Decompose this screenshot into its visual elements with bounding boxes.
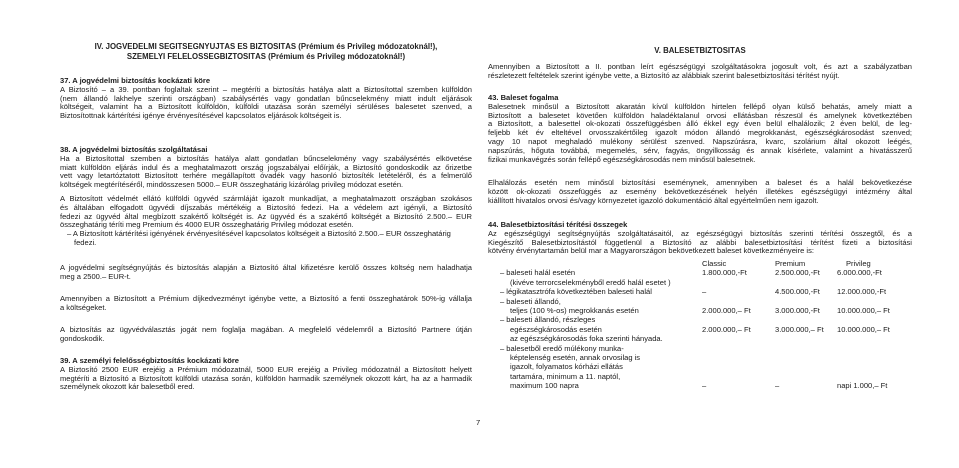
- section-44-line: Kiegészítő Balesetbiztosítástól függetlenül a Biztosító az alábbi balesetbiztosítási térítést fizeti a biztosítási: [488, 238, 912, 247]
- table-row-label: az egészségkárosodás foka szerinti hányada.: [510, 334, 663, 344]
- column-header-classic: Classic: [702, 259, 727, 268]
- header-line-1: IV. JOGVÉDELMI SEGÍTSÉGNYÚJTÁS ÉS BIZTOSÍTÁS (Prémium és Privileg módozatoknál!),: [94, 43, 438, 51]
- section-43: [488, 94, 912, 164]
- section-v-header: [488, 47, 912, 56]
- section-44-line: kötvény érvénytartamán belül mar a Magyarországon bekövetkezett baleset következményeire is:: [488, 247, 814, 256]
- table-row: [488, 382, 912, 391]
- death-line: kiállított hivatalos orvosi és/vagy környezetet igazoló dokumentáció által egyértelműen nem igazolt.: [488, 196, 819, 205]
- table-cell-c1: –: [702, 381, 707, 391]
- intro-line: Amennyiben a Biztosított a II. pontban leírt egészségügyi szolgáltatásokra jogosult volt, és azt a szabályzatban: [488, 63, 912, 71]
- table-cell-c1: 2.000.000,– Ft: [702, 324, 751, 334]
- table-cell-c3: 10.000.000,– Ft: [837, 305, 890, 315]
- section-43-line: Balesetnek minősül a Biztosított akaratán kívül külföldön hirtelen fellépő olyan külső behatás, amely miatt a: [488, 102, 912, 111]
- page-number: 7: [476, 418, 481, 427]
- section-39-title: 39. A személyi felelősségbiztosítás kockázati köre: [60, 357, 239, 365]
- section-38: [60, 146, 472, 190]
- lawyer-line: fedezi az ügyvéd által megbízott szakértő költségét is. Az ügyvéd és a szakértő költségét a Biztosító 2.500.– EUR: [60, 212, 472, 221]
- section-37: [60, 77, 472, 121]
- table-row-label: képtelenség esetén, annak orvosilag is: [510, 352, 641, 362]
- section-37-line: (nem állandó lakhelye szerinti országban) szabálysértés vagy gondatlan bűncselekmény miatt indult eljárások: [60, 94, 472, 103]
- section-38-line: Ha a Biztosítottal szemben a biztosítás hatálya alatt gondatlan bűncselekmény vagy szabálysértés elkövetése: [60, 154, 472, 163]
- table-cell-c2: 3.000.000,– Ft: [775, 324, 824, 334]
- lawyer-line: összeghatárig téríti meg Premium és 4000 EUR összeghatárig Privileg módozat esetén.: [60, 221, 354, 230]
- premium-discount-line: a költségeket.: [60, 303, 107, 312]
- section-44: [488, 221, 912, 256]
- intro-line: részletezett feltételek szerint igénybe vette, a Biztosító az alábbiak szerint balesetbiztosítási térítést nyújt.: [488, 71, 840, 80]
- table-cell-c3: napi 1.000,– Ft: [837, 381, 888, 391]
- section-37-title: 37. A jogvédelmi biztosítás kockázati köre: [60, 77, 211, 85]
- section-38-title: 38. A jogvédelmi biztosítás szolgáltatásai: [60, 146, 208, 154]
- table-cell-c2: 3.000.000,-Ft: [775, 305, 820, 315]
- table-row-label: maximum 100 napra: [510, 381, 579, 391]
- lawyer-line: A Biztosított védelmét ellátó külföldi ügyvéd szármláját igazolt munkadíjat, a meghatalmazott országban szokásos: [60, 195, 472, 203]
- lawyer-choice-line: gondoskodik.: [60, 334, 105, 343]
- section-39-line: személynek okozott kár balesetből ered.: [60, 383, 195, 392]
- section-37-line: Biztosítottnak kártérítési igénye érvényesítésével kapcsolatos eljárások költségeit is.: [60, 112, 342, 121]
- section-39: [60, 357, 472, 392]
- claim-line: – A Biztosított kártérítési igényének érvényesítésével kapcsolatos költségeit a Biztosító 2.500.– EUR összeghatárig: [67, 230, 451, 239]
- intro-paragraph: [488, 63, 912, 81]
- lawyer-paragraph: [60, 195, 472, 248]
- table-cell-c3: 6.000.000,-Ft: [837, 268, 882, 278]
- section-38-line: miatt külföldön eljárás indul és a meghatalmazott ország jogszabályai előírják, a Biztosító gondoskodik az őrizetbe: [60, 163, 472, 172]
- total-cost-paragraph: [60, 264, 472, 282]
- claim-line-end: fedezi.: [74, 238, 97, 247]
- section-44-title: 44. Balesetbiztosítási térítési összegek: [488, 221, 628, 229]
- section-39-line: A Biztosító 2500 EUR erejéig a Prémium módozatnál, 5000 EUR erejéig a Privileg módozatnál a Biztosított helyett: [60, 365, 472, 374]
- column-header-privileg: Privileg: [846, 259, 871, 268]
- table-cell-c2: 2.500.000,-Ft: [775, 268, 820, 278]
- column-header-premium: Premium: [775, 259, 806, 268]
- table-row-label: – légikatasztrófa következtében baleseti halál: [500, 287, 652, 297]
- table-row-label: – baleseti állandó, részleges: [500, 315, 596, 325]
- total-cost-line: A jogvédelmi segítségnyújtás és biztosítás alapján a Biztosító által kifizetésre kerülő összes költség nem haladhatja: [60, 264, 472, 272]
- section-43-title: 43. Baleset fogalma: [488, 94, 559, 102]
- header-line-2: SZEMÉLYI FELELŐSSÉGBIZTOSÍTÁS (Prémium és Privileg módozatoknál!): [126, 52, 406, 61]
- table-cell-c3: 10.000.000,– Ft: [837, 324, 890, 334]
- table-row-label: (kivéve terrorcselekményből eredő halál esetet ): [510, 277, 671, 287]
- section-43-line: feljebb két év elteltével orvosszakértőileg igazolt módon állandó megrokkanást, egészségkárosodást szenved;: [488, 129, 912, 138]
- section-38-line: vett vagy letartóztatott Biztosított terhére megállapított óvadék vagy hasonló biztosíték letételéről, és a felmerülő: [60, 172, 472, 181]
- compensation-table: [488, 260, 912, 391]
- table-cell-c2: 4.500.000,-Ft: [775, 287, 820, 297]
- section-43-line: fizikai munkavégzés során fellépő egészségkárosodás nem minősül balesetnek.: [488, 155, 756, 164]
- total-cost-line: meg a 2500.– EUR-t.: [60, 272, 131, 281]
- section-43-line: a Biztosított, a balesettel ok-okozati összefüggésben álló ékkel egy éven belül elhalálozik; 2 éven belül, de leg-: [488, 120, 912, 129]
- table-row-label: teljes (100 %-os) megrokkanás esetén: [510, 305, 639, 315]
- table-row-label: igazolt, folyamatos kórházi ellátás: [510, 362, 623, 372]
- premium-discount-line: Amennyiben a Biztosított a Prémium díjkedvezményt igénybe vette, a Biztosító a fenti összeghatárok 50%-ig vállalja: [60, 295, 472, 303]
- death-paragraph: [488, 179, 912, 205]
- table-body: [488, 269, 912, 391]
- section-v-title: V. BALESETBIZTOSÍTÁS: [654, 47, 746, 55]
- lawyer-line: és általában elfogadott ügyvédi díjszabás mértékéig a Biztosító fedezi. Ha a védelem azt igényli, a Biztosító: [60, 203, 472, 212]
- section-44-line: Az egészségügyi segítségnyújtás szolgáltatásaitól, az egészségügyi biztosítás szerinti térítési összegtől, és a: [488, 229, 912, 238]
- table-row-label: – balesetből eredő múlékony munka-: [500, 343, 624, 353]
- lawyer-choice-line: A biztosítás az ügyvédválasztás jogát nem foglalja magában. A megfelelő védelemről a Biztosító Partnere útján: [60, 326, 472, 334]
- table-row-label: tartamára, minimum a 11. naptól,: [510, 371, 621, 381]
- section-43-line: napszúrás, hőguta továbbá, megemelés, sérv, fagyás, öngyilkosság és annak kísérlete, valamint a hivatásszerű: [488, 146, 912, 155]
- death-line: között ok-okozati összefüggés az esemény bekövetkezésének helyén illetékes egészségügyi intézmény által: [488, 187, 912, 196]
- table-cell-c3: 12.000.000,-Ft: [837, 287, 887, 297]
- table-cell-c1: –: [702, 287, 707, 297]
- table-row-label: – baleseti állandó,: [500, 296, 561, 306]
- table-row-label: egészségkárosodás esetén: [510, 324, 602, 334]
- section-37-line: A Biztosító – a 39. pontban foglaltak szerint – megtéríti a biztosítás hatálya alatt a Biztosítottal szemben külföldön: [60, 85, 472, 94]
- lawyer-choice-paragraph: [60, 326, 472, 344]
- table-row-label: – baleseti halál esetén: [500, 268, 576, 278]
- table-cell-c2: –: [775, 381, 780, 391]
- section-43-line: vagy 10 napot meghaladó mulékony sérülést szenved. Napszúrásra, kvarc, szolárium által okozott leégés,: [488, 137, 912, 146]
- premium-discount-paragraph: [60, 295, 472, 313]
- death-line: Elhalálozás esetén nem minősül biztosítási eseménynek, amennyiben a baleset és a halál bekövetkezése: [488, 179, 912, 187]
- section-38-line: költségek megtérítéséről, mindösszesen 5000.– EUR összeghatárig kizárólag privileg módozat esetén.: [60, 181, 404, 190]
- table-cell-c1: 1.800.000,-Ft: [702, 268, 747, 278]
- section-37-line: költségeit, valamint ha a Biztosított külföldön, külföldi utazása során személyi sérüléses balesetet szenved, a: [60, 103, 472, 112]
- section-39-line: megtéríti a Biztosító a Biztosított külföldi utazása során, külföldön harmadik személynek okozott kárt, ha az a harmadik: [60, 374, 472, 383]
- table-cell-c1: 2.000.000,– Ft: [702, 305, 751, 315]
- section-iv-header: [60, 43, 472, 62]
- section-43-line: Biztosított a balesetet követően külföldön haladéktalanul orvosi ellátásban részesül és amelynek következtében: [488, 111, 912, 120]
